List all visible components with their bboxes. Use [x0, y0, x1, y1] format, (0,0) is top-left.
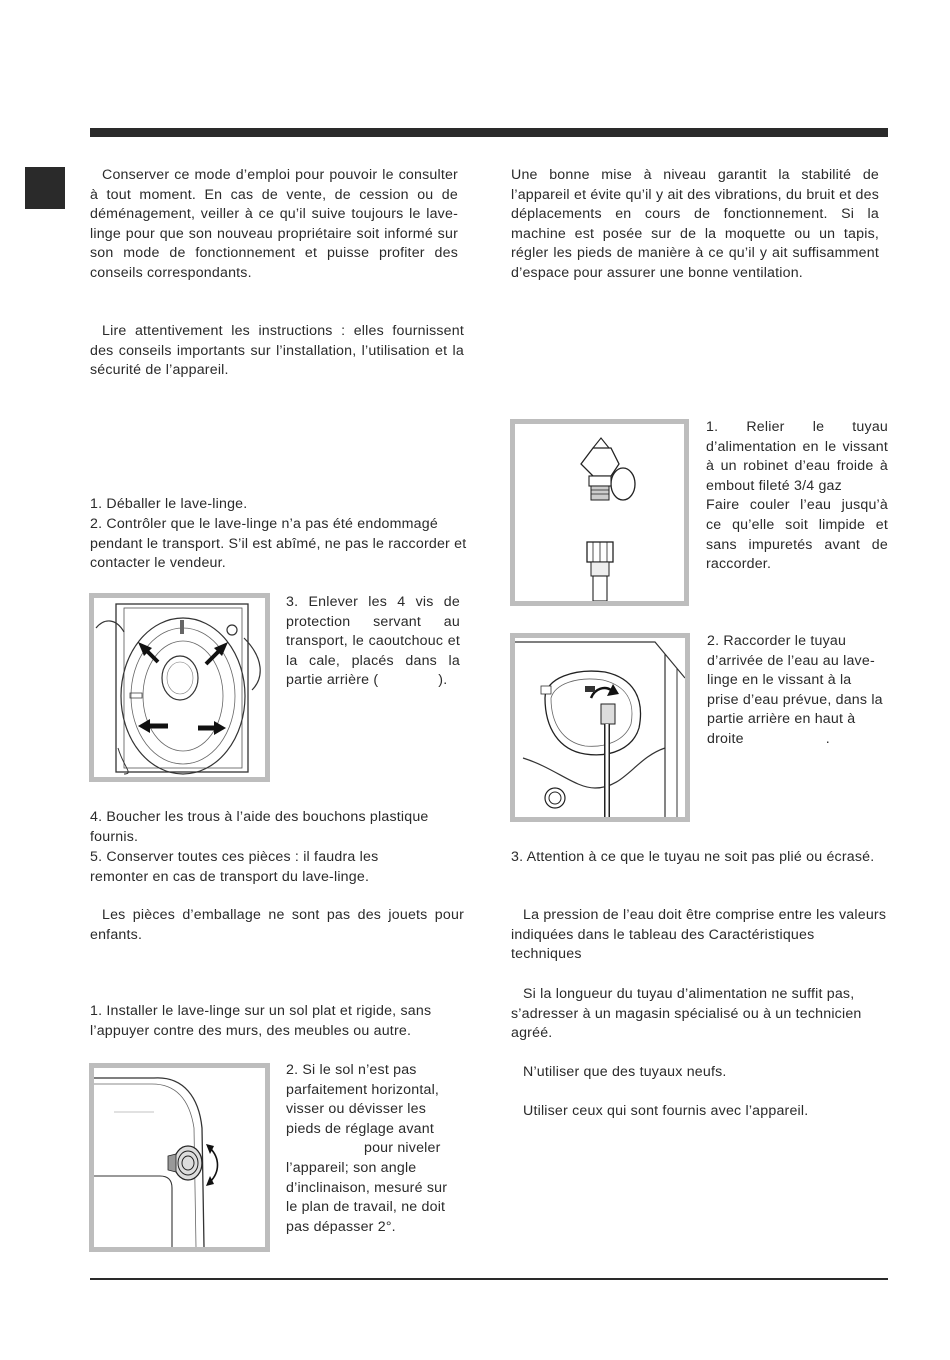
unpack-step-4: 4. Boucher les trous à l’aide des bouchons plastique fournis. — [90, 809, 429, 845]
water-inlet-drawing — [515, 638, 685, 817]
unpack-step-2: 2. Contrôler que le lave-linge n’a pas été endommagé pendant le transport. S’il est abîmé, ne pas le raccorder et contacter le vendeur. — [90, 516, 467, 572]
level-step-1: 1. Installer le lave-linge sur un sol plat et rigide, sans l’appuyer contre des murs, des meubles ou autre. — [90, 1003, 432, 1039]
figure-water-tap — [510, 419, 689, 606]
unpack-step-3: 3. Enlever les 4 vis de protection servant au transport, le caoutchouc et la cale, placés dans la partie arrière ( ). — [286, 594, 460, 689]
levelling-foot-drawing — [94, 1068, 265, 1247]
figure-water-inlet — [510, 633, 690, 822]
figure-levelling-foot — [89, 1063, 270, 1252]
read-paragraph: Lire attentivement les instructions : elles fournissent des conseils importants sur l’installation, l’utilisation et la sécurité de l’appareil. — [90, 323, 464, 379]
water-step-3: 3. Attention à ce que le tuyau ne soit pas plié ou écrasé. — [511, 849, 875, 865]
intro-paragraph: Conserver ce mode d’emploi pour pouvoir le consulter à tout moment. En cas de vente, de cession ou de déménagement, veiller à ce qu’il suive toujours le lave-linge pour que son nouveau propriétaire soit informé sur son mode de fonctionnement et puisse profiter des conseils correspondants. — [90, 167, 458, 281]
language-tab — [25, 167, 65, 209]
header-rule — [90, 128, 888, 137]
water-step-1: 1. Relier le tuyau d’alimentation en le vissant à un robinet d’eau froide à embout fileté 3/4 gaz Faire couler l’eau jusqu’à ce qu’elle soit limpide et sans impuretés avant de raccorder. — [706, 419, 888, 573]
unpack-step-1: 1. Déballer le lave-linge. — [90, 496, 248, 512]
water-step-2: 2. Raccorder le tuyau d’arrivée de l’eau au lave-linge en le vissant à la prise d’eau prévue, dans la partie arrière en haut à droite . — [707, 633, 883, 747]
supplied-hoses-note: Utiliser ceux qui sont fournis avec l’appareil. — [523, 1103, 809, 1119]
footer-rule — [90, 1278, 888, 1280]
hose-length-note: Si la longueur du tuyau d’alimentation ne suffit pas, s’adresser à un magasin spécialisé ou à un technicien agréé. — [511, 986, 862, 1042]
level-step-2: 2. Si le sol n’est pas parfaitement horizontal, visser ou dévisser les pieds de réglage avant pour niveler l’appareil; son angle d’inclinaison, mesuré sur le plan de travail, ne doit pas dépasser 2°. — [286, 1062, 448, 1235]
toys-warning: Les pièces d’emballage ne sont pas des jouets pour enfants. — [90, 907, 464, 943]
new-hoses-note: N’utiliser que des tuyaux neufs. — [523, 1064, 727, 1080]
water-pressure-note: La pression de l’eau doit être comprise entre les valeurs indiquées dans le tableau des Caractéristiques techniques — [511, 907, 887, 963]
unpack-step-5: 5. Conserver toutes ces pièces : il faudra les remonter en cas de transport du lave-linge. — [90, 849, 379, 885]
water-tap-drawing — [515, 424, 684, 601]
levelling-intro: Une bonne mise à niveau garantit la stabilité de l’appareil et évite qu’il y ait des vibrations, du bruit et des déplacements en cours de fonctionnement. Si la machine est posée sur de la moquette ou un tapis, régler les pieds de manière à ce qu’il y ait suffisamment d’espace pour assurer une bonne ventilation. — [511, 167, 879, 281]
figure-machine-back — [89, 593, 270, 782]
machine-back-drawing — [94, 598, 265, 777]
